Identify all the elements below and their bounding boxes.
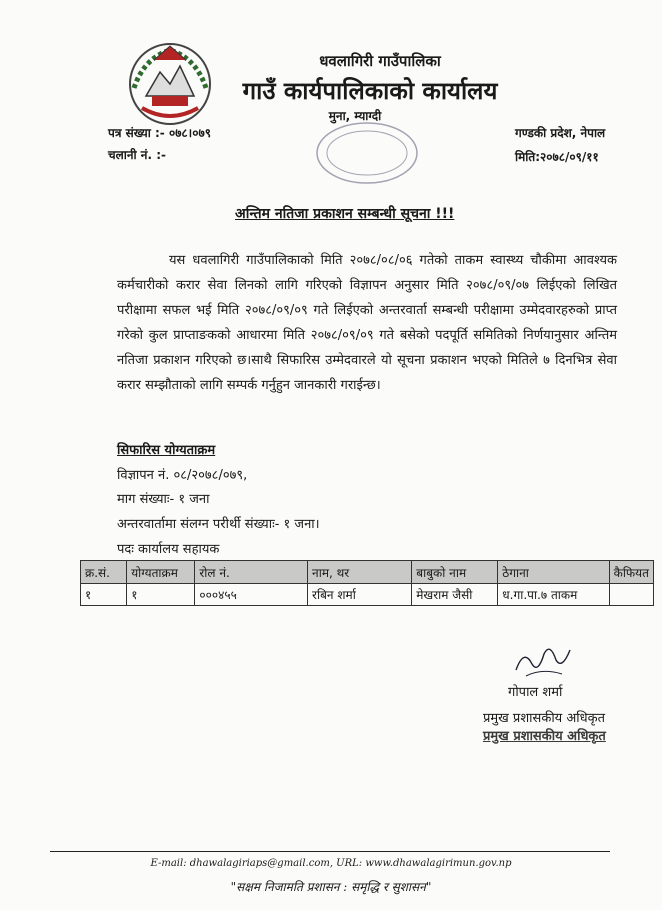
advert-number: विज्ञापन नं. ०८/२०७८/०७९, — [117, 468, 248, 483]
post-name: पदः कार्यालय सहायक — [117, 542, 220, 557]
footer-divider — [50, 851, 610, 852]
table-header-row — [81, 561, 654, 584]
cell-rank: १ — [127, 584, 195, 606]
letter-ref-number: पत्र संख्या :- ०७८।०७९ — [108, 126, 211, 140]
results-table — [80, 560, 654, 606]
office-location: मुना, म्याग्दी — [328, 109, 382, 123]
cell-address: ध.गा.पा.७ ताकम — [498, 584, 609, 606]
letter-date: मिति:२०७८/०९/११ — [515, 150, 599, 164]
footer-contact: E-mail: dhawalagiriaps@gmail.com, URL: www.dhawalagirimun.gov.np — [150, 858, 512, 869]
cell-father: मेखराम जैसी — [412, 584, 498, 606]
notice-body: यस धवलागिरी गाउँपालिकाको मिति २०७८/०८/०६ गतेको ताकम स्वास्थ्य चौकीमा आवश्यक कर्मचारीको करार सेवा लिनको लागि गरिएको विज्ञापन अनुसार मिति २०७८/०९/०७ लिईएको लिखित परीक्षामा सफल भई मिति २०७८/०९/०९ गते लिईएको अन्तरवार्ता सम्बन्धी परीक्षामा उम्मेदवारहरुको प्राप्त गरेको कुल प्राप्ताङकको आधारमा मिति २०७८/०९/०९ गते बसेको पदपूर्ति समितिको निर्णयानुसार अन्तिम नतिजा प्रकाशन गरिएको छ।साथै सिफारिस उम्मेदवारले यो सूचना प्रकाशन भएको मितिले ७ दिनभित्र सेवा करार सम्झौताको लागि सम्पर्क गर्नुहुन जानकारी गराईन्छ। — [117, 253, 617, 393]
col-serial: क्र.सं. — [81, 561, 127, 584]
province-label: गण्डकी प्रदेश, नेपाल — [515, 126, 606, 140]
signatory-designation: प्रमुख प्रशासकीय अधिकृत — [483, 711, 606, 726]
col-remarks: कैफियत — [609, 561, 653, 584]
col-roll: रोल नं. — [195, 561, 308, 584]
participant-count: अन्तरवार्तामा संलग्न परीर्थी संख्याः- १ जना। — [117, 517, 320, 532]
municipality-name: धवलागिरी गाउँपालिका — [319, 52, 441, 70]
handwritten-signature — [512, 640, 572, 680]
table-row — [81, 584, 654, 606]
col-name: नाम, थर — [308, 561, 412, 584]
dispatch-number: चलानी नं. :- — [108, 148, 166, 162]
cell-serial: १ — [81, 584, 127, 606]
designation-stamp: प्रमुख प्रशासकीय अधिकृत — [483, 729, 606, 744]
office-stamp-seal — [312, 118, 422, 188]
cell-name: रबिन शर्मा — [308, 584, 412, 606]
cell-roll: ०००४५५ — [195, 584, 308, 606]
footer-motto: "सक्षम निजामति प्रशासन : समृद्धि र सुशासन" — [230, 880, 432, 894]
recommendation-heading: सिफारिस योग्यताक्रम — [117, 443, 216, 458]
notice-title: अन्तिम नतिजा प्रकाशन सम्बन्धी सूचना !!! — [235, 206, 455, 222]
col-father: बाबुको नाम — [412, 561, 498, 584]
signatory-name: गोपाल शर्मा — [508, 685, 563, 700]
demand-count: माग संख्याः- १ जना — [117, 492, 210, 507]
office-name: गाउँ कार्यपालिकाको कार्यालय — [242, 77, 498, 105]
cell-remarks — [609, 584, 653, 606]
col-rank: योग्यताक्रम — [127, 561, 195, 584]
col-address: ठेगाना — [498, 561, 609, 584]
